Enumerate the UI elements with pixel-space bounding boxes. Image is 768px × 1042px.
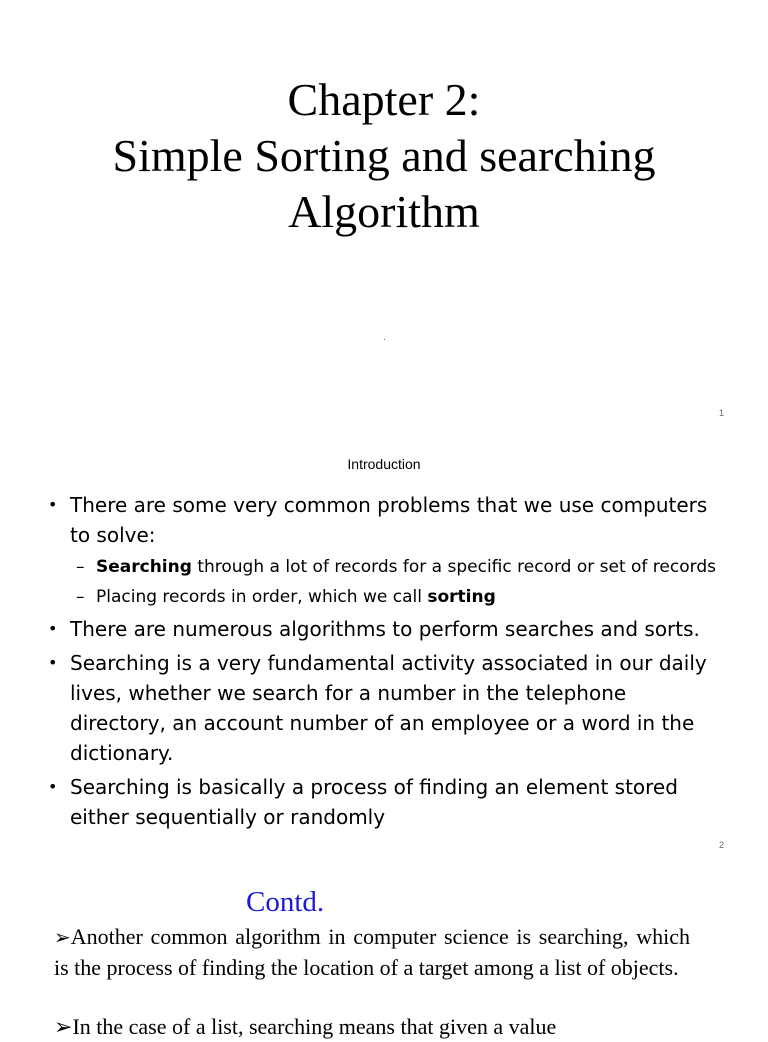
bullet-item [48, 648, 728, 768]
paragraph-partial [54, 1012, 690, 1042]
page-number: 1 [718, 408, 724, 418]
sub-bullet-item [48, 584, 728, 610]
slide-2 [0, 432, 768, 864]
arrow-bullet-icon: ➢ [54, 1014, 73, 1039]
dot-mark: . [383, 332, 386, 343]
slide-title: Introduction [347, 456, 421, 472]
bullet-text: There are some very common problems that we use computers to solve: [70, 493, 708, 547]
paragraph-text: In the case of a list, searching means that given a value [72, 1014, 557, 1039]
bullet-item [48, 614, 728, 644]
title-line-3: Algorithm [288, 186, 480, 237]
bullet-icon: • [48, 777, 58, 796]
slide-3 [0, 864, 768, 1039]
slide-title [0, 72, 768, 240]
dash-icon: – [76, 557, 85, 577]
title-line-1: Chapter 2: [287, 74, 481, 125]
slide-heading: Contd. [246, 886, 325, 918]
bold-term: sorting [427, 587, 496, 607]
bullet-icon: • [48, 653, 58, 672]
arrow-bullet-icon: ➢ [54, 927, 71, 949]
title-line-2: Simple Sorting and searching [112, 130, 656, 181]
bullet-icon: • [48, 619, 58, 638]
bullet-icon: • [48, 495, 58, 514]
bullet-list [48, 490, 728, 836]
slide-1 [0, 0, 768, 432]
sub-bullet-text: Placing records in order, which we call [96, 587, 428, 607]
page-number: 2 [718, 840, 724, 850]
bullet-text: Searching is basically a process of finding an element stored either sequentially or randomly [70, 775, 678, 829]
dash-icon: – [76, 587, 85, 607]
bullet-text: There are numerous algorithms to perform searches and sorts. [70, 617, 700, 641]
paragraph [54, 922, 690, 983]
paragraph-text: Another common algorithm in computer science is searching, which is the process of finding the location of a target among a list of objects. [54, 924, 690, 980]
sub-bullet-item [48, 554, 728, 580]
bold-term: Searching [96, 557, 192, 577]
bullet-item [48, 772, 728, 832]
bullet-item [48, 490, 728, 550]
sub-bullet-text: through a lot of records for a specific record or set of records [191, 557, 716, 577]
bullet-text: Searching is a very fundamental activity associated in our daily lives, whether we search for a number in the telephone directory, an account number of an employee or a word in the dictionary. [70, 651, 707, 765]
